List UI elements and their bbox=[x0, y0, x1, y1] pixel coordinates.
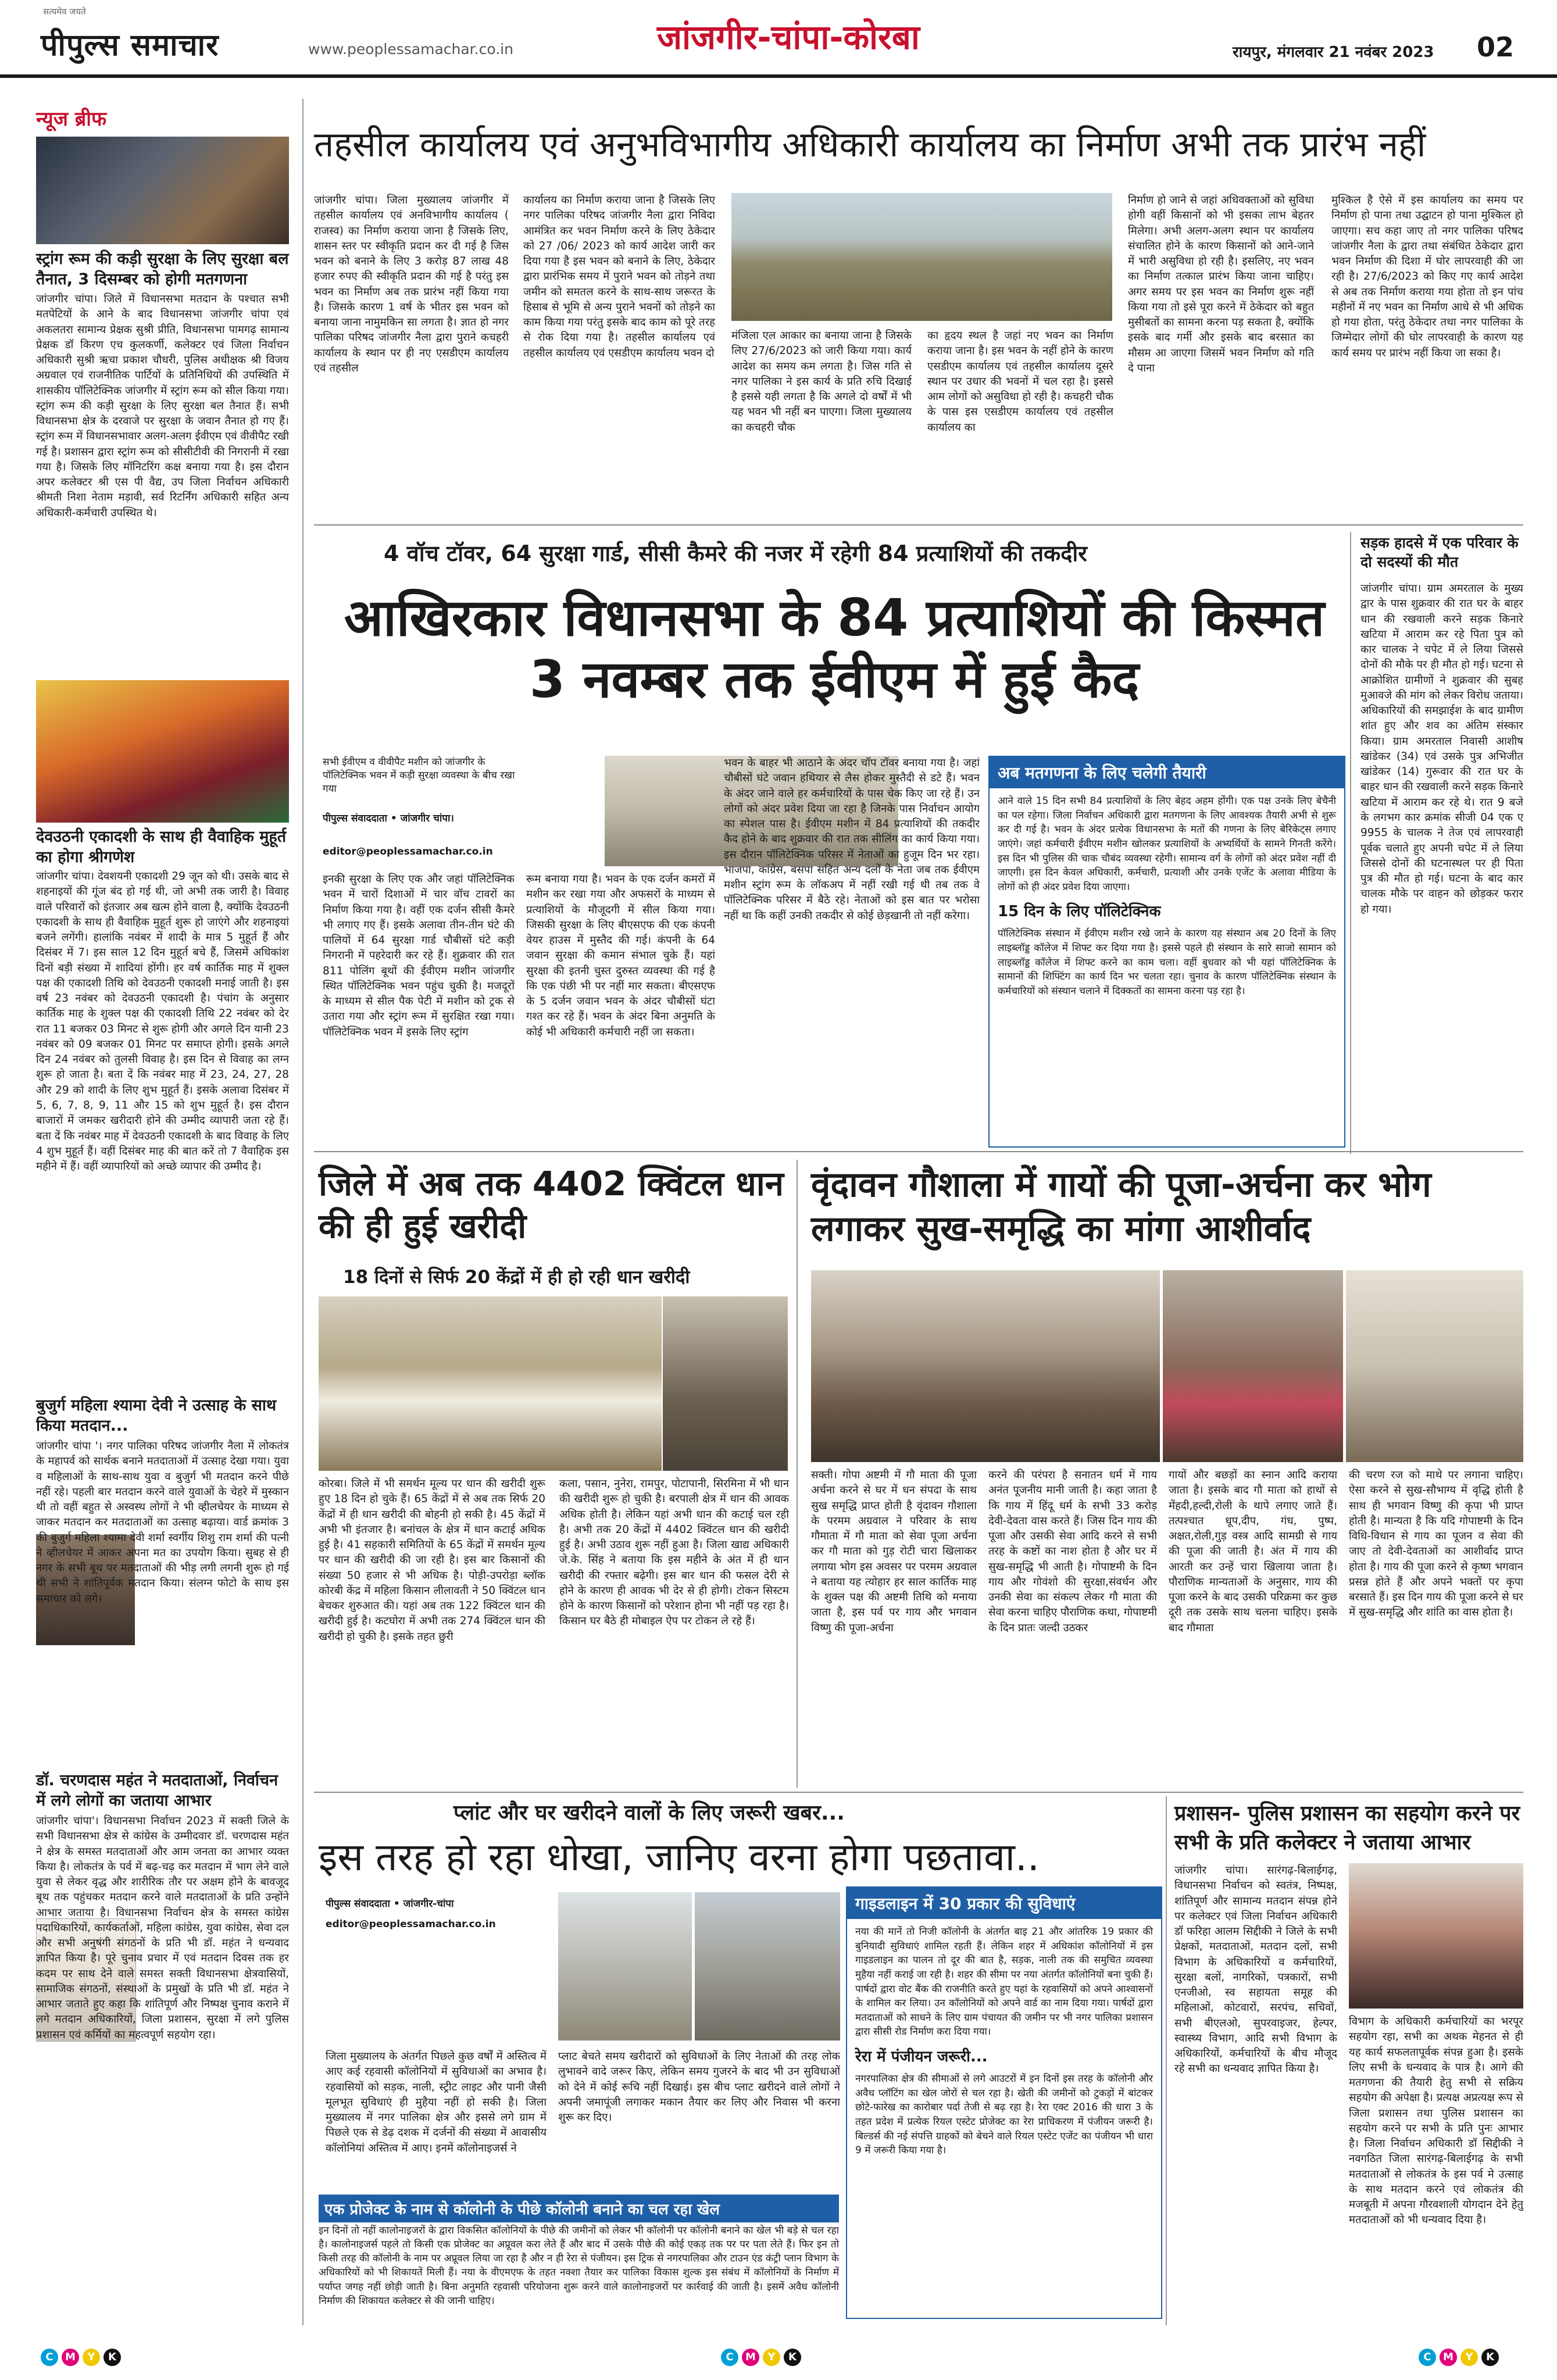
brief-item2-body: जांजगीर चांपा। देवशयनी एकादशी 29 जून को थी। उसके बाद से शहनाइयों की गूंज बंद हो गई थी, जो अभी तक जारी है। विवाह वाले परिवारों को इंतजार अब खत्म होने वाला है, क्योंकि देवउठनी एकादशी के साथ ही वैवाहिक मुहूर्त शुरू हो जाएंगे और शहनाइयां बजने लगेंगी। हालांकि नवंबर में शादी के मात्र 5 मुहूर्त हैं और दिसंबर में 7। इस साल 12 दिन मुहूर्त बचे हैं, जिसमें अधिकांश दिनों बड़ी संख्या में शादियां होंगी। हर वर्ष कार्तिक माह में शुक्ल पक्ष की एकादशी तिथि को देवउठनी एकादशी मनाई जाती है। इस वर्ष 23 नवंबर को देवउठनी एकादशी है। पंचांग के अनुसार कार्तिक माह के शुक्ल पक्ष की एकादशी तिथि 22 नवंबर को देर रात 11 बजकर 03 मिनट से शुरू होगी और अगले दिन यानी 23 नवंबर को 09 बजकर 01 मिनट पर समाप्त होगी। इसके अगले दिन 24 नवंबर को तुलसी विवाह है। इस दिन से विवाह का लग्न शुरू हो जाता है। बता दें कि नवंबर माह में 23, 24, 27, 28 और 29 को शादी के लिए शुभ मुहूर्त हैं। इसके अलावा दिसंबर में 5, 6, 7, 8, 9, 11 और 15 को शुभ मुहूर्त है। इस दौरान बाजारों में जमकर खरीदारी होने की उम्मीद व्यापारी जता रहे हैं। बता दें कि नवंबर माह में देवउठनी एकादशी के बाद विवाह के लिए 4 शुभ मुहूर्त हैं। वहीं दिसंबर माह की बात करें तो 7 वैवाहिक इस महीने में हैं। वहीं व्यापारियों को अच्छे व्यापार की उम्मीद है। bbox=[36, 870, 289, 1173]
reg-k: K bbox=[1481, 2349, 1499, 2366]
tehsil-body-4: का हृदय स्थल है जहां नए भवन का निर्माण कराया जाना है। इस भवन के नहीं होने के कारण एसडीएम कार्यालय एवं तहसील कार्यालय दूसरे स्थान पर उधार की भवनों में चल रहा है। इससे आम लोगों को असुविधा हो रही है। कचहरी चौक के पास इस एसडीएम कार्यालय एवं तहसील कार्यालय का bbox=[927, 330, 1113, 434]
brief-item2-title: देवउठनी एकादशी के साथ ही वैवाहिक मुहूर्त का होगा श्रीगणेश bbox=[36, 828, 287, 867]
rule-3 bbox=[314, 1792, 1523, 1793]
strongroom-byline: पीपुल्स संवाददाता • जांजगीर चांपा। bbox=[323, 813, 454, 824]
reg-y: Y bbox=[83, 2349, 100, 2366]
plot-body-1: जिला मुख्यालय के अंतर्गत पिछले कुछ वर्षों में अस्तित्व में आए कई रहवासी कॉलोनियों में सुविधाओं का अभाव है। रहवासियों को सड़क, नाली, स्ट्रीट लाइट और पानी जैसी मूलभूत सुविधाएं ही मुहैया नहीं हो सकी है। जिला मुख्यालय में नगर पालिका क्षेत्र और इससे लगे ग्राम में पिछले एक से डेढ़ दशक में दर्जनों की संख्या में आवासीय कॉलोनियां अस्तित्व में आए। इनमें कॉलोनाइजर्स ने bbox=[326, 2050, 547, 2154]
tehsil-body-5: निर्माण हो जाने से जहां अधिवक्ताओं को सुविधा होगी वहीं किसानों को भी इसका लाभ बेहतर मिलेगा। अभी अलग-अलग स्थान पर कार्यालय संचालित होने के कारण किसानों को आने-जाने में भारी असुविधा हो रही है। इसलिए, नए भवन का निर्माण तत्काल प्रारंभ किया जाना चाहिए। अगर समय पर इस भवन का निर्माण शुरू नहीं किया गया तो इसे पूरा करने में ठेकेदार को बहुत मुसीबतों का सामना करना पड़ सकता है, क्योंकि इसके बाद गर्मी और इसके बाद बरसात का मौसम आ जाएगा जिसमें भवन निर्माण को गति दे पाना bbox=[1128, 194, 1314, 374]
plot-email: editor@peoplessamachar.co.in bbox=[326, 1918, 496, 1930]
reg-c: C bbox=[1419, 2349, 1436, 2366]
reg-c: C bbox=[41, 2349, 58, 2366]
masthead bbox=[0, 0, 1557, 78]
brief-item4-body: जांजगीर चांपा'। विधानसभा निर्वाचन 2023 में सक्ती जिले के सभी विधानसभा क्षेत्र से कांग्रेस के उम्मीदवार डॉ. चरणदास महंत ने क्षेत्र के समस्त मतदाताओं और आम जनता का आभार व्यक्त किया है। लोकतंत्र के पर्व में बढ़-चढ़ कर मतदान में भाग लेने वाले युवा से लेकर वृद्ध और शारीरिक तौर पर अक्षम होने के बावजूद बूथ तक पहुंचकर मतदान करने वाले मतदाताओं के प्रति उन्होंने आभार जताया है। विधानसभा निर्वाचन क्षेत्र के समस्त कांग्रेस पदाधिकारियों, कार्यकर्ताओं, महिला कांग्रेस, युवा कांग्रेस, सेवा दल और सभी अनुषंगी संगठनों के प्रति भी डॉ. महंत ने धन्यवाद ज्ञापित किया है। पूरे चुनाव प्रचार में एवं मतदान दिवस तक हर कदम पर साथ देने वाले समस्त सक्ती विधानसभा क्षेत्रवासियों, सामाजिक संगठनों, संस्थाओं के प्रमुखों के प्रति भी डॉ. महंत ने आभार जताते हुए कहा कि शांतिपूर्ण और निष्पक्ष चुनाव कराने में लगे मतदान अधिकारियों, जिला प्रशासन, सुरक्षा में लगे पुलिस प्रशासन एवं कर्मियों का महत्वपूर्ण सहयोग रहा। bbox=[36, 1815, 289, 2041]
reg-m: M bbox=[62, 2349, 79, 2366]
brief-item1-title: स्ट्रांग रूम की कड़ी सुरक्षा के लिए सुरक्षा बल तैनात, 3 दिसम्बर को होगी मतगणना bbox=[36, 250, 289, 289]
collector-headline: प्रशासन- पुलिस प्रशासन का सहयोग करने पर सभी के प्रति कलेक्टर ने जताया आभार bbox=[1174, 1802, 1520, 1855]
section-title: जांजगीर-चांपा-कोरबा bbox=[657, 17, 920, 57]
news-brief-label: न्यूज ब्रीफ bbox=[36, 108, 107, 131]
page-number: 02 bbox=[1477, 31, 1515, 63]
tehsil-body-3: मंजिला एल आकार का बनाया जाना है जिसके लिए 27/6/2023 को जारी किया गया। कार्य आदेश का समय कम लगता है। जिस गति से नगर पालिका ने इस कार्य के प्रति रुचि दिखाई है इससे यही लगता है कि अगले दो वर्षों में भी यह भवन भी नहीं बन पाएगा। जिला मुख्यालय का कचहरी चौक bbox=[731, 330, 912, 434]
left-column-divider bbox=[302, 99, 303, 2325]
collector-body-1: जांजगीर चांपा। सारंगढ़-बिलाईगढ़, विधानसभा निर्वाचन को स्वतंत्र, निष्पक्ष, शांतिपूर्ण और सामान्य मतदान संपन्न होने पर कलेक्टर एवं जिला निर्वाचन अधिकारी डॉ फरिहा आलम सिद्दीकी ने जिले के सभी प्रेक्षकों, मतदाताओं, मतदान दलों, सभी विभाग के अधिकारियों व कर्मचारियों, सुरक्षा बलों, नागरिकों, पत्रकारों, सभी एनजीओ, स्व सहायता समूह की महिलाओं, कोटवारों, सरपंच, सचिवों, सभी बीएलओ, सुपरवाइजर, हेल्पर, स्वास्थ्य विभाग, आदि सभी विभाग के अधिकारियों, कर्मचारियों के बीच मौजूद रहे सभी का धन्यवाद ज्ञापित किया है। bbox=[1174, 1864, 1337, 2075]
strongroom-headline: आखिरकार विधानसभा के 84 प्रत्याशियों की किस्मत 3 नवम्बर तक ईवीएम में हुई कैद bbox=[344, 588, 1325, 709]
paddy-body-2: कला, पसान, नुनेरा, रामपुर, पोटापानी, सिरमिना में भी धान की खरीदी शुरू हो चुकी है। बरपाली क्षेत्र में धान की आवक अधिक होती है। लेकिन यहां अभी धान की कटाई चल रही है। अभी तक 20 केंद्रों में 4402 क्विंटल धान की खरीदी हुई है। अभी उठाव शुरू नहीं हुआ है। जिला खाद्य अधिकारी जे.के. सिंह ने बताया कि इस महीने के अंत में ही धान खरीदी की रफ्तार बढ़ेगी। इस बार धान की फसल देरी से होने के कारण ही आवक भी देर से ही होगी। टोकन सिस्टम होने के कारण किसानों को परेशान होना भी नहीं पड़ रहा है। किसान घर बैठे ही मोबाइल ऐप पर टोकन ले रहे हैं। bbox=[559, 1478, 789, 1628]
plot-headline: इस तरह हो रहा धोखा, जानिए वरना होगा पछतावा.. bbox=[319, 1835, 1040, 1879]
strongroom-byline-name: पीपुल्स संवाददाता bbox=[323, 813, 387, 824]
right-column-divider bbox=[1350, 532, 1351, 1154]
lower-right-divider bbox=[1166, 1796, 1167, 2325]
tehsil-body-1: जांजगीर चांपा। जिला मुख्यालय जांजगीर में तहसील कार्यालय एवं अनविभागीय कार्यालय ( राजस्व) का निर्माण कराया जाना है जिसके लिए, शासन स्तर पर स्वीकृति प्रदान कर दी गई है जिस भवन को बनाने के लिए 3 करोड़ 87 लाख 48 हजार रुपए की स्वीकृति प्रदान की गई है परंतु इस भवन का निर्माण अब तक प्रारंभ नहीं किया गया है। जिसके कारण 1 वर्ष के भीतर इस भवन को बनाया जाना नामुमकिन सा लगता है। ज्ञात हो नगर पालिका परिषद जांजगीर नैला द्वारा पुराने कचहरी कार्यालय के स्थान पर ही नए एसडीएम कार्यालय एवं तहसील bbox=[314, 194, 509, 374]
brief-item1-body: जांजगीर चांपा। जिले में विधानसभा मतदान के पश्चात सभी मतपेटियों के आने के बाद विधानसभा जांजगीर चांपा एवं अकलतरा सामान्य प्रेक्षक सुश्री प्रीति, विधानसभा पामगढ़ सामान्य प्रेक्षक डॉ किरण एच कुलकर्णी, कलेक्टर एवं जिला निर्वाचन अधिकारी सुश्री ऋचा प्रकाश चौधरी, पुलिस अधीक्षक श्री विजय अग्रवाल एवं राजनीतिक पार्टियों के प्रतिनिधियों की उपस्थिति में शासकीय पॉलिटेक्निक जांजगीर में स्ट्रांग रूम को सील किया गया। स्ट्रांग रूम की कड़ी सुरक्षा के लिए सुरक्षा बल तैनात हैं। सभी विधानसभा क्षेत्र के दरवाजे पर सुरक्षा के जवान तैनात हो गए हैं। स्ट्रांग रूम में विधानसभावार अलग-अलग ईवीएम एवं वीवीपैट रखी गई है। प्रशासन द्वारा स्ट्रांग रूम को सीसीटीवी की निगरानी में रखा गया है। जिसके लिए मॉनिटरिंग कक्ष बनाया गया है। इस दौरान अपर कलेक्टर श्री एस पी वैद्य, उप जिला निर्वाचन अधिकारी श्रीमती निशा नेताम मड़ावी, सर्व रिटर्निंग अधिकारी सहित अन्य अधिकारी-कर्मचारी उपस्थित थे। bbox=[36, 293, 289, 519]
brief-item4-title: डॉ. चरणदास महंत ने मतदाताओं, निर्वाचन में लगे लोगों का जताया आभार bbox=[36, 1771, 278, 1810]
guideline-box-body-2: नगरपालिका क्षेत्र की सीमाओं से लगे आउटरों में इन दिनों इस तरह के कॉलोनी और अवैध प्लॉटिंग का खेल जोरों से चल रहा है। खेती की जमीनों को टुकड़ों में बांटकर छोटे-फारेख का कारोबार पर्दा तेजी से बढ़ रहा है। रेरा एक्ट 2016 की धारा 3 के तहत प्रदेश में प्रत्येक रियल एस्टेट प्रोजेक्ट का रेरा प्राधिकरण में पंजीयन जरूरी है। बिल्डर्स की नई संपत्ति ग्राहकों को बेचने वाले रियल एस्टेट एजेंट का पंजीयन भी धारा 9 में जरूरी किया गया है। bbox=[855, 2073, 1153, 2157]
strongroom-byline-place: जांजगीर चांपा। bbox=[400, 813, 454, 824]
counting-box-body: आने वाले 15 दिन सभी 84 प्रत्याशियों के लिए बेहद अहम होंगी। एक पक्ष उनके लिए बेचैनी का पल रहेगा। जिला निर्वाचन अधिकारी द्वारा मतगणना के लिए आवश्यक तैयारी अभी से शुरू कर दी गई है। भवन के अंदर प्रत्येक विधानसभा के मतों की गणना के लिए बेरिकेट्स लगाए जाएंगे। जहां कर्मचारी ईवीएम मशीन खोलकर प्रत्याशियों के अभ्यर्थियों के सामने गिनती करेंगे। इस दिन भी पुलिस की चाक चौबंद व्यवस्था रहेगी। सामान्य वर्ग के लोगों को अंदर प्रवेश नहीं दी जाएगी। इस दिन केवल अधिकारी, कर्मचारी, प्रत्याशी और उनके एजेंट के अलावा मीडिया के लोगों को ही अंदर प्रवेश दिया जाएगा। bbox=[998, 795, 1336, 893]
reg-k: K bbox=[103, 2349, 121, 2366]
cow-photo-2 bbox=[1163, 1270, 1343, 1462]
colony-photo-1 bbox=[558, 1892, 692, 2040]
counting-box-body-2: पॉलिटेक्निक संस्थान में ईवीएम मशीन रखे जाने के कारण यह संस्थान अब 20 दिनों के लिए लाइब्लॉड्ड कॉलेज में शिफ्ट कर दिया गया है। इससे पहले ही संस्थान के सारे साजो सामान को लाइब्लॉड्ड कॉलेज में शिफ्ट करने का काम चला। वहीं बुधवार को भी यहां पॉलिटेक्निक के सामानों की शिफ्टिंग का कार्य दिन भर चलता रहा। चुनाव के कारण पॉलिटेक्निक संस्थान के कर्मचारियों को संस्थान चलाने में दिक्कतों का सामना करना पड़ रहा है। bbox=[998, 928, 1336, 998]
strongroom-kicker: 4 वॉच टॉवर, 64 सुरक्षा गार्ड, सीसी कैमरे की नजर में रहेगी 84 प्रत्याशियों की तकदीर bbox=[384, 541, 1087, 566]
tehsil-body-6: मुश्किल है ऐसे में इस कार्यालय का समय पर निर्माण हो पाना तथा उद्घाटन हो पाना मुश्किल हो जाएगा। सच कहा जाए तो नगर पालिका परिषद जांजगीर नैला के द्वारा तथा संबंधित ठेकेदार द्वारा भवन निर्माण की दिशा में घोर लापरवाही की जा रही है। 27/6/2023 को किए गए कार्य आदेश से अब तक निर्माण कराया गया होता तो इन पांच महीनों में नए भवन का निर्माण आधे से भी अधिक हो गया होता, परंतु ठेकेदार तथा नगर पालिका के जिम्मेदार लोगों की घोर लापरवाही के कारण यह कार्य समय पर प्रारंभ नहीं किया जा सका है। bbox=[1331, 194, 1523, 359]
tehsil-body-2: कार्यालय का निर्माण कराया जाना है जिसके लिए नगर पालिका परिषद जांजगीर नैला द्वारा निविदा आमंत्रित कर भवन निर्माण करने के लिए ठेकेदार को 27 /06/ 2023 को कार्य आदेश जारी कर दिया गया है इस भवन को बनाने के लिए, ठेकेदार द्वारा प्रारंभिक समय में पुराने भवन को तोड़ने तथा जमीन को समतल करने के साथ-साथ जरूरत के हिसाब से भूमि से अन्य पुराने भवनों को तोड़ने का काम किया गया परंतु इसके बाद काम को पूरे तरह से रोक दिया गया है। तहसील कार्यालय एवं तहसील कार्यालय एवं एसडीएम कार्यालय भवन दो bbox=[523, 194, 715, 359]
tehsil-site-photo bbox=[731, 193, 1112, 321]
reg-k: K bbox=[784, 2349, 801, 2366]
paddy-photo-1 bbox=[319, 1296, 662, 1471]
paddy-headline: जिले में अब तक 4402 क्विंटल धान की ही हुई खरीदी bbox=[319, 1164, 784, 1246]
reg-y: Y bbox=[763, 2349, 780, 2366]
middle-divider bbox=[797, 1160, 798, 1788]
plot-byline: पीपुल्स संवाददाता • जांजगीर-चांपा bbox=[326, 1898, 454, 1910]
gaushala-body-3: गायों और बछड़ों का स्नान आदि कराया जाता है। इसके बाद गौ माता को हाथों से मेंहदी,हल्दी,रोली के थापे लगाए जाते हैं। तत्पश्चात धूप,दीप, गंध, पुष्प, अक्षत,रोली,गुड़ वस्त्र आदि सामग्री से गाय की पूजा की जाती है। अंत में गाय की आरती कर उन्हें चारा खिलाया जाता है। पौराणिक मान्यताओं के अनुसार, गाय की पूजा करने के बाद उसकी परिक्रमा कर कुछ दूरी तक उसके साथ चलना चाहिए। इसके बाद गौमाता bbox=[1169, 1469, 1337, 1634]
deity-photo bbox=[36, 680, 289, 823]
counting-box-subtitle: 15 दिन के लिए पॉलिटेक्निक bbox=[998, 903, 1161, 921]
accident-body: जांजगीर चांपा। ग्राम अमरताल के मुख्य द्वार के पास शुक्रवार की रात घर के बाहर धान की रखवाली करने सड़क किनारे खटिया में आराम कर रहे पिता पुत्र को कार चालक ने चपेट में ले लिया जिससे दोनों की मौके पर ही मौत हो गई। घटना से आक्रोशित ग्रामीणों ने शुक्रवार की सुबह मुआवजे की मांग को लेकर विरोध जताया। अधिकारियों की समझाईश के बाद ग्रामीण शांत हुए और शव का अंतिम संस्कार किया। ग्राम अमरताल निवासी आशीष खांडेकर (34) एवं उसके पुत्र अभिजीत खांडेकर (14) गुरूवार की रात घर के बाहर धान की रखवाली करने सड़क किनारे खटिया में आराम कर रहे थे। रात 9 बजे के लगभग कार क्रमांक सीजी 04 एक ए 9955 के चालक ने तेज एवं लापरवाही पूर्वक चलाते हुए अपनी चपेट में ले लिया जिससे दोनों की घटनास्थल पर ही पिता पुत्र की मौत हो गई। घटना के बाद कार चालक मौके पर वाहन को छोड़कर फरार हो गया। bbox=[1360, 583, 1523, 916]
colony-photo-2 bbox=[695, 1892, 840, 2040]
plot-byline-name: पीपुल्स संवाददाता bbox=[326, 1898, 390, 1910]
strongroom-caption: सभी ईवीएम व वीवीपैट मशीन को जांजगीर के पॉलिटेक्निक भवन में कड़ी सुरक्षा व्यवस्था के बीच रखा गया bbox=[323, 756, 515, 795]
newspaper-logo: पीपुल्स समाचार bbox=[41, 28, 219, 63]
guideline-box-title: गाइडलाइन में 30 प्रकार की सुविधाएं bbox=[847, 1888, 1161, 1919]
paddy-subheadline: 18 दिनों से सिर्फ 20 केंद्रों में ही हो रही धान खरीदी bbox=[343, 1267, 690, 1288]
gaushala-headline: वृंदावन गौशाला में गायों की पूजा-अर्चना कर भोग लगाकर सुख-समृद्धि का मांगा आशीर्वाद bbox=[811, 1164, 1431, 1250]
plot-body-2: प्लाट बेचते समय खरीदारों को सुविधाओं के लिए नेताओं की तरह लोक लुभावने वादे जरूर किए, लेकिन समय गुजरने के बाद भी उन सुविधाओं को देने में कोई रूचि नहीं दिखाई। इस बीच प्लाट खरीदने वाले लोगों ने अपनी जमापूंजी लगाकर मकान तैयार कर लिए और निवास भी करना शुरू कर दिए। bbox=[558, 2050, 840, 2124]
registration-marks-right bbox=[1419, 2349, 1502, 2366]
strongroom-email: editor@peoplessamachar.co.in bbox=[323, 846, 493, 857]
cow-photo-3 bbox=[1346, 1270, 1523, 1462]
strongroom-body-2: रूम बनाया गया है। भवन के एक दर्जन कमरों में मशीन कर रखा गया और अफसरों के माध्यम से प्रत्याशियों के मौजूदगी में सील किया गया। जिसकी सुरक्षा के लिए बीएसएफ की एक कंपनी वेयर हाउस में मुस्तैद की गई। कंपनी के 64 जवान सुरक्षा की कमान संभाल चुके हैं। यहां सुरक्षा की इतनी चुस्त दुरुस्त व्यवस्था की गई है कि एक पंछी भी पर नहीं मार सकता। बीएसएफ के 5 दर्जन जवान भवन के अंदर चौबीसों घंटा गश्त कर रहे हैं। भवन के अंदर बिना अनुमति के कोई भी अधिकारी कर्मचारी नहीं जा सकता। bbox=[526, 873, 715, 1038]
registration-marks-left bbox=[41, 2349, 124, 2366]
strongroom-body-1: इनकी सुरक्षा के लिए एक और जहां पॉलिटेक्निक भवन में चारों दिशाओं में चार वॉच टावरों का निर्माण किया गया है। वहीं एक दर्जन सीसी कैमरे भी लगाए गए हैं। इसके अलावा तीन-तीन घंटे की पालियों में 64 सुरक्षा गार्ड चौबीसों घंटे कड़ी निगरानी में पहरेदारी कर रहे हैं। शुक्रवार की रात 811 पोलिंग बूथों की ईवीएम मशीन जांजगीर स्थित पॉलिटेक्निक भवन पहुंच चुकी है। मजदूरों के माध्यम से सील पैक पेटी में मशीन को ट्रक से उतारा गया और स्ट्रांग रूम में सुरक्षित रखा गया। पॉलिटेक्निक भवन में इसके लिए स्ट्रांग bbox=[323, 873, 515, 1038]
gaushala-body-4: की चरण रज को माथे पर लगाना चाहिए। ऐसा करने से सुख-सौभाग्य में वृद्धि होती है साथ ही भगवान विष्णु की कृपा भी प्राप्त होती है। मान्यता है कि यदि गोपाष्टमी के दिन विधि-विधान से गाय का पूजन व सेवा की जाए तो देवी-देवताओं का आशीर्वाद प्राप्त होता है। गाय की पूजा करने से कृष्ण भगवान प्रसन्न होते हैं और अपने भक्तों पर कृपा बरसाते हैं। इस दिन गाय की पूजा करने से घर में सुख-समृद्धि और शांति का वास होता है। bbox=[1349, 1469, 1523, 1619]
website: www.peoplessamachar.co.in bbox=[308, 41, 513, 58]
gaushala-body-2: करने की परंपरा है सनातन धर्म में गाय अनंत पूजनीय मानी जाती है। कहा जाता है कि गाय में हिंदू धर्म के सभी 33 करोड़ देवी-देवता वास करते हैं। जिस दिन गाय की पूजा और उसकी सेवा आदि करने से सभी तरह के कष्टों का नाश होता है और घर में सुख-समृद्धि भी आती है। गोपाष्टमी के दिन गाय और गोवंशो की सुरक्षा,संवर्धन और उनकी सेवा का संकल्प लेकर गौ माता की सेवा करना चाहिए पौराणिक कथा, गोपाष्टमी के दिन प्रातः जल्दी उठकर bbox=[988, 1469, 1157, 1634]
paddy-photo-2 bbox=[663, 1296, 788, 1471]
counting-box-title: अब मतगणना के लिए चलेगी तैयारी bbox=[990, 757, 1344, 788]
guideline-box-subtitle: रेरा में पंजीयन जरूरी... bbox=[855, 2048, 988, 2066]
brief-item3-body: जांजगीर चांपा '। नगर पालिका परिषद जांजगीर नैला में लोकतंत्र के महापर्व को सार्थक बनाने मतदाताओं में उत्साह देखा गया। युवा व महिलाओं के साथ-साथ युवा व बुजुर्ग भी मतदान करने पीछे नहीं रहे। पहली बार मतदान करने वाले युवाओं के चेहरे में मुस्कान थी तो वहीं बहुत से अस्वस्थ लोगों ने भी व्हीलचेयर के माध्यम से जाकर मतदान कर मतदाताओं का उत्साह बढ़ाया। वार्ड क्रमांक 3 की बुजुर्ग महिला श्यामा देवी शर्मा स्वर्गीय शिशु राम शर्मा की पत्नी ने व्हीलचेयर में आकर अपना मत का उपयोग किया। सुबह से ही नगर के सभी बूथ पर मतदाताओं की भीड़ लगी लगनी शुरू हो गई थी सभी ने शांतिपूर्वक मतदान किया। संलग्न फोटो के साथ इस समाचार को लगे। bbox=[36, 1440, 289, 1605]
gaushala-body-1: सक्ती। गोपा अष्टमी में गौ माता की पूजा अर्चना करने से घर में धन संपदा के साथ सुख समृद्धि प्राप्त होती है वृंदावन गौशाला के परमम अग्रवाल ने परिवार के साथ गौमाता में गौ माता को सेवा पूजा अर्चना कर गौ माता को गुड़ रोटी चारा खिलाकर लगाया भोग इस अवसर पर परमम अग्रवाल ने बताया यह त्योहार हर साल कार्तिक माह के शुक्ल पक्ष की अष्टमी तिथि को मनाया जाता है, इस पर्व पर गाय और भगवान विष्णु की पूजा-अर्चना bbox=[811, 1469, 977, 1634]
accident-headline: सड़क हादसे में एक परिवार के दो सदस्यों की मौत bbox=[1360, 534, 1519, 570]
reg-c: C bbox=[721, 2349, 738, 2366]
reg-m: M bbox=[742, 2349, 759, 2366]
dateline: रायपुर, मंगलवार 21 नवंबर 2023 bbox=[1233, 44, 1434, 61]
registration-marks-center bbox=[721, 2349, 805, 2366]
reg-y: Y bbox=[1460, 2349, 1478, 2366]
guideline-box bbox=[846, 1886, 1162, 2319]
logo-tagline: सत्यमेव जयते bbox=[43, 6, 86, 17]
colony-banner-body: इन दिनों तो नहीं कालोनाइजरों के द्वारा विकसित कॉलोनियों के पीछे की जमीनों को लेकर भी कॉलोनी पर कॉलोनी बनाने का खेल भी बड़े से चल रहा है। कालोनाइजर्स पहले तो किसी एक प्रोजेक्ट का अप्रूवल करा लेते हैं और बाद में उसके पीछे की कोई एकड़ तक पर पर पता लेते हैं। फिर इन तो किसी तरह की कॉलोनी के नाम पर अप्रूवल लिया जा रहा है और न ही रेरा से पंजीयन। इस ट्रिक से नगरपालिका और टाउन एंड कंट्री प्लान विभाग के अधिकारियों को भी शिकायतें मिली हैं। नया के वीएमएफ के तहत नक्शा तैयार कर पालिका विकास शुल्क इस संबंध में कॉलोनियों के निर्माण में पर्याप्त जगह नहीं छोड़ी जाती है। बिना अनुमति रहवासी परियोजना शुरू करने वाले कालोनाइजरों पर कार्रवाई की जाती है। इसमें अवैध कॉलोनी निर्माण की शिकायत कलेक्टर से की जानी चाहिए। bbox=[319, 2225, 839, 2307]
brief-item3-title: बुजुर्ग महिला श्यामा देवी ने उत्साह के साथ किया मतदान... bbox=[36, 1396, 277, 1435]
cow-photo-1 bbox=[811, 1270, 1160, 1462]
rule-2 bbox=[314, 1151, 1523, 1152]
strongroom-body-3: भवन के बाहर भी आठाने के अंदर चॉप टॉवर बनाया गया है। जहां चौबीसों घंटे जवान हथियार से लैस होकर मुस्तैदी से डटे हैं। भवन के अंदर जाने वाले हर कर्मचारियों के पास चेक किए जा रहे हैं। उन लोगों को अंदर प्रवेश दिया जा रहा है जिनके पास निर्वाचन आयोग का स्पेशल पास है। ईवीएम मशीन में 84 प्रत्याशियों की तकदीर कैद होने के बाद शुक्रवार की रात तक सीलिंग का कार्य किया गया। इस दौरान पॉलिटेक्निक परिसर में नेताओं का हुजूम दिन भर रहा। भाजपा, कांग्रेस, बसपा सहित अन्य दलों के नेता जब तक ईवीएम मशीन स्ट्रांग रूम के लॉकअप में नहीं रखी गई थी तब तक वे पॉलिटेक्निक परिसर में बैठे रहे। नेताओं को इस बात पर भरोसा नहीं था कि कहीं उनकी तकदीर से कोई छेड़खानी तो नहीं करेगा। bbox=[724, 757, 980, 922]
paddy-body-1: कोरबा। जिले में भी समर्थन मूल्य पर धान की खरीदी शुरू हुए 18 दिन हो चुके हैं। 65 केंद्रों में से अब तक सिर्फ 20 केंद्रों में ही धान खरीदी की बोहनी हो सकी है। 45 केंद्रों में अभी भी इंतजार है। बनांचल के क्षेत्र में धान कटाई अधिक हुई है। 41 सहकारी समितियों के 65 केंद्रों में समर्थन मूल्य पर धान की खरीदी की जा रही है। इस बार किसानों की संख्या 50 हजार से भी अधिक है। पोड़ी-उपरोड़ा ब्लॉक कोरबी केंद्र में महिला किसान लीलावती ने 50 क्विंटल धान बेचकर शुरुआत की। यहां अब तक 122 क्विंटल धान की खरीदी हुई है। कटघोरा में अभी तक 274 क्विंटल धान की खरीदी हो चुकी है। इसके तहत छुरी bbox=[319, 1478, 545, 1643]
counting-box bbox=[988, 756, 1345, 1148]
tehsil-headline: तहसील कार्यालय एवं अनुभविभागीय अधिकारी कार्यालय का निर्माण अभी तक प्रारंभ नहीं bbox=[314, 124, 1426, 165]
plot-byline-place: जांजगीर-चांपा bbox=[403, 1898, 454, 1910]
rule-1 bbox=[314, 524, 1523, 526]
reg-m: M bbox=[1440, 2349, 1457, 2366]
strongroom-photo bbox=[36, 137, 289, 244]
collector-photo bbox=[1349, 1863, 1523, 2009]
collector-body-2: विभाग के अधिकारी कर्मचारियों का भरपूर सहयोग रहा, सभी का अथक मेहनत से ही यह कार्य सफलतापूर्वक संपन्न हुआ है। इसके लिए सभी के धन्यवाद के पात्र है। आगे की मतगणना की तैयारी हेतु सभी से सक्रिय सहयोग की अपेक्षा है। प्रत्यक्ष अप्रत्यक्ष रूप से जिला प्रशासन तथा पुलिस प्रशासन का सहयोग करने पर सभी के प्रति पुनः आभार है। जिला निर्वाचन अधिकारी डॉ सिद्दीकी ने नवगठित जिला सारंगढ़-बिलाईगढ़ के सभी मतदाताओं से लोकतंत्र के इस पर्व मे उत्साह के साथ मतदान करने एवं लोकतंत्र की मजबूती में अपना गौरवशाली योगदान देने हेतु मतदाताओं को भी धन्यवाद दिया है। bbox=[1349, 2016, 1523, 2227]
guideline-box-body: नया की मानें तो निजी कॉलोनी के अंतर्गत बाइ 21 और आंतरिक 19 प्रकार की बुनियादी सुविधाएं शामिल रहती हैं। लेकिन शहर में अधिकांश कॉलोनियों में इस गाइडलाइन का पालन तो दूर की बात है, सड़क, नाली तक की समुचित व्यवस्था मुहैया नहीं कराई जा रही है। शहर की सीमा पर नया अंतर्गत कॉलोनियों बना चुकी हैं। पार्षदों द्वारा वोट बैंक की राजनीति करते हुए यहां के रहवासियों को अपने आश्वासनों के शामिल कर लिया। उन कॉलोनियों को अपने वार्ड का नाम दिया गया। पार्षदों द्वारा मतदाताओं को साधने के लिए ग्राम पंचायत की जमीन पर भी नगर पालिका प्रशासन द्वारा सीसी रोड निर्माण करा दिया गया। bbox=[855, 1926, 1153, 2038]
plot-kicker: प्लांट और घर खरीदने वालों के लिए जरूरी खबर... bbox=[453, 1801, 845, 1825]
colony-banner: एक प्रोजेक्ट के नाम से कॉलोनी के पीछे कॉलोनी बनाने का चल रहा खेल bbox=[319, 2195, 839, 2222]
